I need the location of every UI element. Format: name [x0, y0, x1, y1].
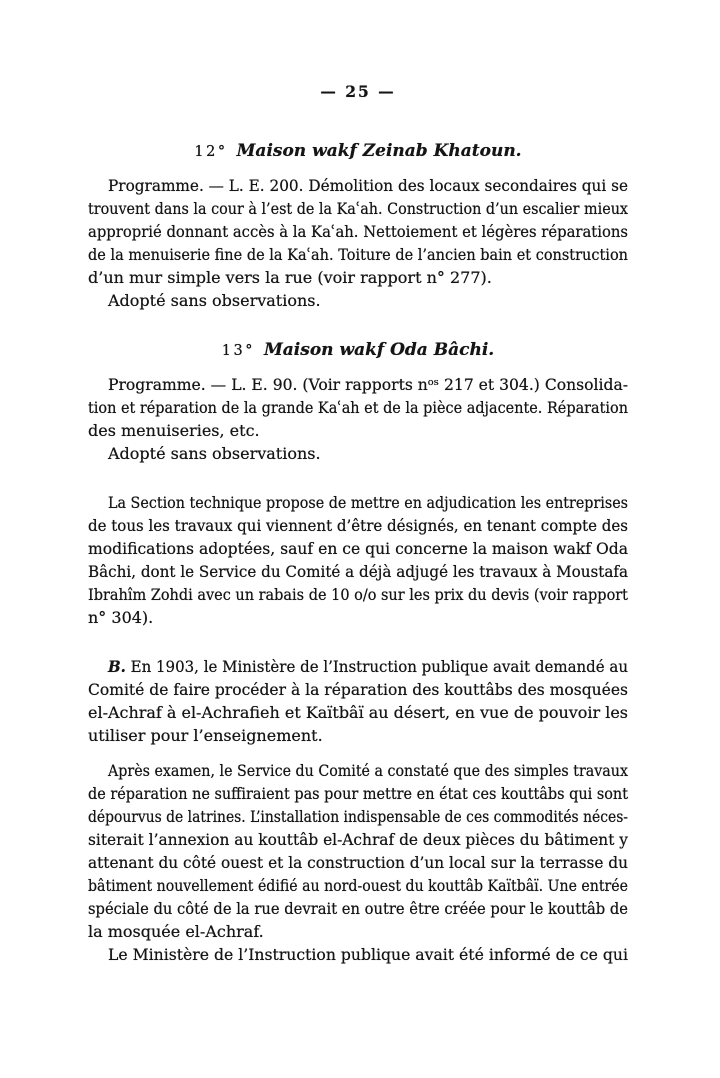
text-line: el-Achraf à el-Achrafieh et Kaïtbâï au désert, en vue de pouvoir les	[88, 703, 628, 722]
text-line: Ibrahîm Zohdi avec un rabais de 10 o/o sur les prix du devis (voir rapport	[88, 585, 628, 604]
text-block	[88, 80, 628, 966]
text-line: spéciale du côté de la rue devrait en outre être créée pour le kouttâb de	[88, 899, 628, 918]
text-line: attenant du côté ouest et la construction d’un local sur la terrasse du	[88, 853, 628, 872]
text-line: Adopté sans observations.	[108, 291, 321, 310]
text-line: de la menuiserie fine de la Kaʿah. Toiture de l’ancien bain et construction	[88, 245, 628, 264]
text-line: siterait l’annexion au kouttâb el-Achraf de deux pièces du bâtiment y	[88, 830, 628, 849]
section-heading-12	[88, 139, 628, 162]
text-line: Comité de faire procéder à la réparation des kouttâbs des mosquées	[88, 680, 628, 699]
paragraph-programme-zeinab	[88, 174, 628, 289]
section-heading-13	[88, 338, 628, 361]
text-line: de réparation ne suffiraient pas pour mettre en état ces kouttâbs qui sont	[88, 784, 628, 803]
text-line: d’un mur simple vers la rue (voir rapport n° 277).	[88, 268, 492, 287]
paragraph-programme-oda	[88, 373, 628, 442]
text-line: B. En 1903, le Ministère de l’Instruction publique avait demandé au	[108, 657, 629, 676]
text-line: Programme. — L. E. 90. (Voir rapports nᵒˢ 217 et 304.) Consolida-	[108, 375, 628, 394]
text-line: La Section technique propose de mettre en adjudication les entreprises	[108, 493, 628, 512]
paragraph-lead: B.	[108, 657, 126, 676]
text-line: des menuiseries, etc.	[88, 421, 260, 440]
paragraph-adopte-1	[88, 289, 628, 312]
paragraph-adopte-2	[88, 442, 628, 465]
text-line: Bâchi, dont le Service du Comité a déjà adjugé les travaux à Moustafa	[88, 562, 628, 581]
text-line: trouvent dans la cour à l’est de la Kaʿah. Construction d’un escalier mieux	[88, 199, 628, 218]
section-title: Maison wakf Zeinab Khatoun.	[236, 141, 522, 161]
paragraph-apres-examen	[88, 759, 628, 943]
text-line: Programme. — L. E. 200. Démolition des locaux secondaires qui se	[108, 176, 628, 195]
paragraph-ministere-informe	[88, 943, 628, 966]
section-title: Maison wakf Oda Bâchi.	[263, 340, 495, 360]
paragraph-section-technique	[88, 491, 628, 629]
text-line: tion et réparation de la grande Kaʿah et de la pièce adjacente. Réparation	[88, 398, 628, 417]
text-line: Après examen, le Service du Comité a constaté que des simples travaux	[108, 761, 628, 780]
section-number: 13°	[221, 343, 255, 359]
text-line: Adopté sans observations.	[108, 444, 321, 463]
text-line: Le Ministère de l’Instruction publique avait été informé de ce qui	[108, 945, 628, 964]
text-line: approprié donnant accès à la Kaʿah. Nettoiement et légères réparations	[88, 222, 628, 241]
text-line: utiliser pour l’enseignement.	[88, 726, 323, 745]
paragraph-b-1903	[88, 655, 628, 747]
text-line: modifications adoptées, sauf en ce qui concerne la maison wakf Oda	[88, 539, 628, 558]
text-line: la mosquée el-Achraf.	[88, 922, 264, 941]
text-line: dépourvus de latrines. L’installation indispensable de ces commodités néces-	[88, 807, 628, 826]
text-line: bâtiment nouvellement édifié au nord-ouest du kouttâb Kaïtbâï. Une entrée	[88, 876, 628, 895]
text-line: de tous les travaux qui viennent d’être désignés, en tenant compte des	[88, 516, 628, 535]
text-line: n° 304).	[88, 608, 154, 627]
section-number: 12°	[194, 144, 228, 160]
page-number: — 25 —	[320, 82, 396, 101]
